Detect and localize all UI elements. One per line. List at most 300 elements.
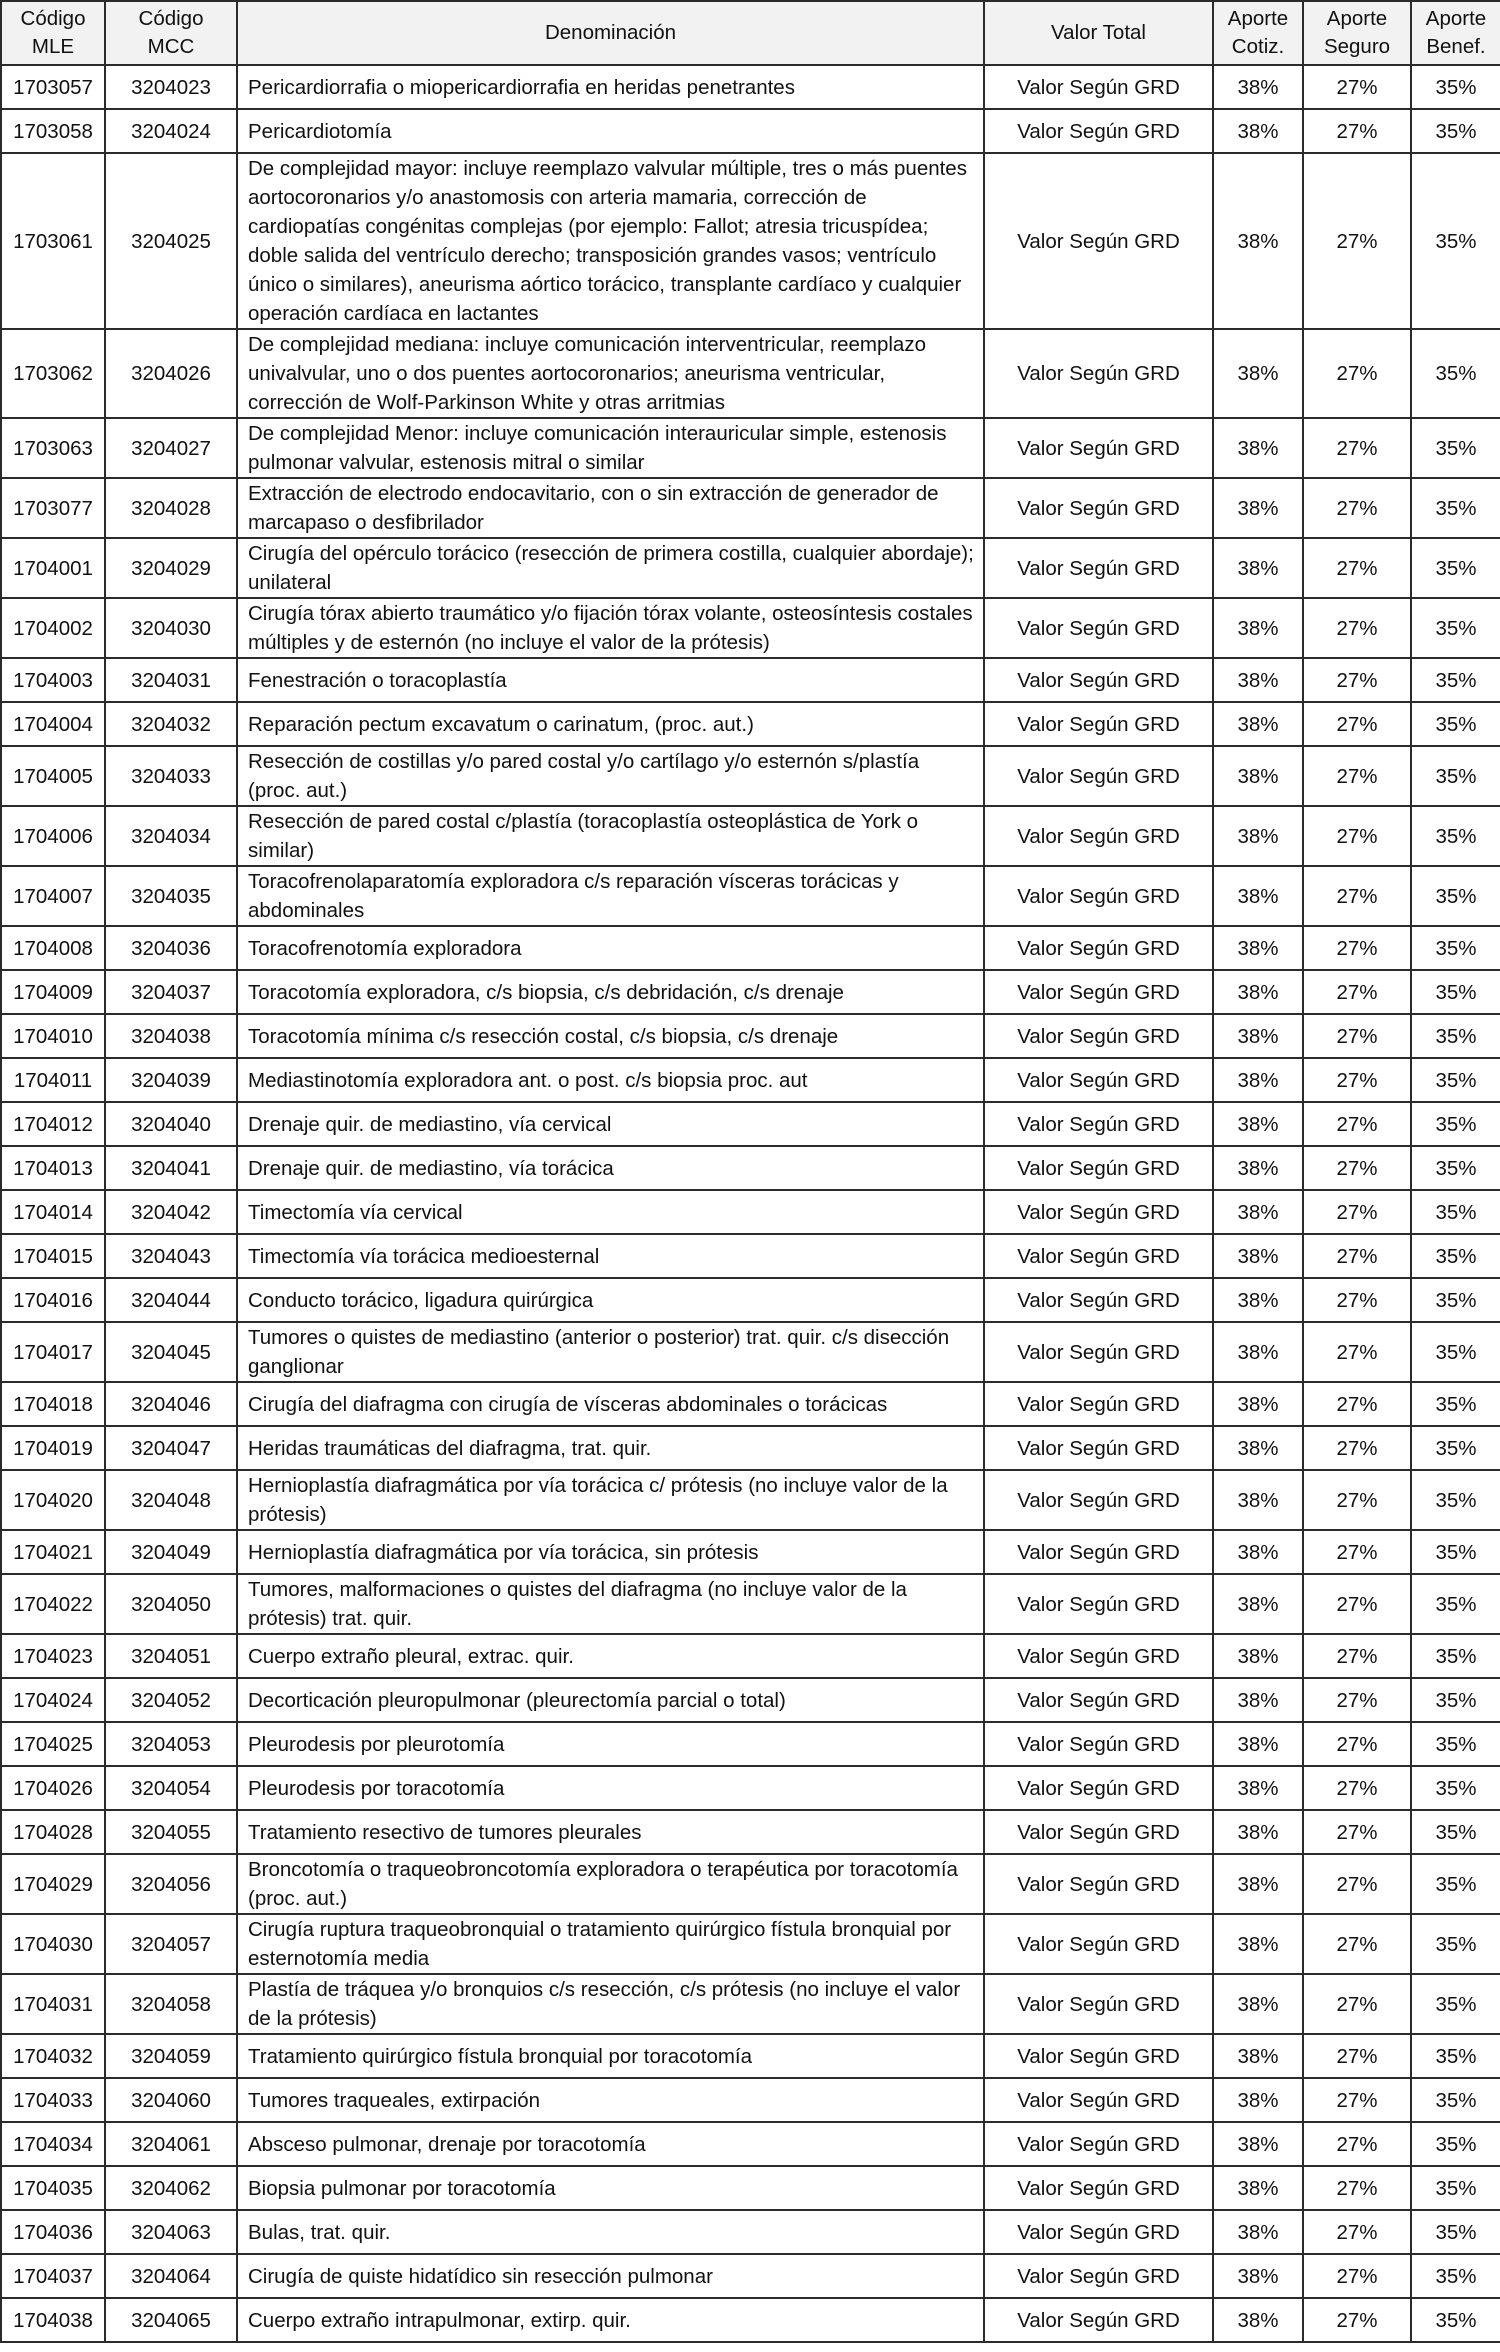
cell-codigo-mle: 1703061 bbox=[1, 153, 105, 329]
cell-aporte-seguro: 27% bbox=[1303, 1722, 1411, 1766]
cell-codigo-mle: 1704028 bbox=[1, 1810, 105, 1854]
cell-aporte-seguro: 27% bbox=[1303, 478, 1411, 538]
table-row bbox=[1, 1914, 1500, 1974]
cell-valor-total: Valor Según GRD bbox=[984, 1426, 1213, 1470]
cell-denominacion: Mediastinotomía exploradora ant. o post. c/s biopsia proc. aut bbox=[237, 1058, 984, 1102]
cell-aporte-cotiz: 38% bbox=[1213, 1058, 1303, 1102]
table-header bbox=[1, 1, 1500, 65]
cell-valor-total: Valor Según GRD bbox=[984, 2122, 1213, 2166]
cell-codigo-mle: 1704002 bbox=[1, 598, 105, 658]
cell-denominacion: Hernioplastía diafragmática por vía torácica, sin prótesis bbox=[237, 1530, 984, 1574]
cell-codigo-mle: 1704022 bbox=[1, 1574, 105, 1634]
table-row bbox=[1, 1426, 1500, 1470]
cell-denominacion: Drenaje quir. de mediastino, vía torácica bbox=[237, 1146, 984, 1190]
cell-codigo-mle: 1704018 bbox=[1, 1382, 105, 1426]
cell-codigo-mle: 1704030 bbox=[1, 1914, 105, 1974]
cell-codigo-mcc: 3204064 bbox=[105, 2254, 237, 2298]
cell-aporte-seguro: 27% bbox=[1303, 65, 1411, 109]
cell-aporte-seguro: 27% bbox=[1303, 866, 1411, 926]
cell-codigo-mcc: 3204055 bbox=[105, 1810, 237, 1854]
cell-denominacion: Biopsia pulmonar por toracotomía bbox=[237, 2166, 984, 2210]
cell-codigo-mle: 1704020 bbox=[1, 1470, 105, 1530]
cell-aporte-seguro: 27% bbox=[1303, 1426, 1411, 1470]
cell-aporte-seguro: 27% bbox=[1303, 1382, 1411, 1426]
cell-valor-total: Valor Según GRD bbox=[984, 418, 1213, 478]
cell-aporte-cotiz: 38% bbox=[1213, 2254, 1303, 2298]
cell-aporte-seguro: 27% bbox=[1303, 2298, 1411, 2342]
cell-valor-total: Valor Según GRD bbox=[984, 658, 1213, 702]
cell-denominacion: Cirugía de quiste hidatídico sin resección pulmonar bbox=[237, 2254, 984, 2298]
cell-aporte-cotiz: 38% bbox=[1213, 2298, 1303, 2342]
cell-valor-total: Valor Según GRD bbox=[984, 1530, 1213, 1574]
cell-codigo-mle: 1703057 bbox=[1, 65, 105, 109]
table-row bbox=[1, 2254, 1500, 2298]
cell-valor-total: Valor Según GRD bbox=[984, 1382, 1213, 1426]
cell-denominacion: Toracofrenolaparatomía exploradora c/s reparación vísceras torácicas y abdominales bbox=[237, 866, 984, 926]
cell-aporte-cotiz: 38% bbox=[1213, 1426, 1303, 1470]
cell-codigo-mle: 1704013 bbox=[1, 1146, 105, 1190]
cell-aporte-seguro: 27% bbox=[1303, 1058, 1411, 1102]
cell-codigo-mle: 1704006 bbox=[1, 806, 105, 866]
cell-denominacion: Resección de costillas y/o pared costal y/o cartílago y/o esternón s/plastía (proc. aut.) bbox=[237, 746, 984, 806]
cell-valor-total: Valor Según GRD bbox=[984, 1854, 1213, 1914]
cell-denominacion: Cirugía tórax abierto traumático y/o fijación tórax volante, osteosíntesis costales múltiples y de esternón (no incluye el valor de la prótesis) bbox=[237, 598, 984, 658]
header-aporte-benef bbox=[1411, 1, 1500, 65]
cell-aporte-cotiz: 38% bbox=[1213, 1322, 1303, 1382]
cell-codigo-mcc: 3204046 bbox=[105, 1382, 237, 1426]
cell-codigo-mle: 1704019 bbox=[1, 1426, 105, 1470]
cell-aporte-seguro: 27% bbox=[1303, 2078, 1411, 2122]
cell-valor-total: Valor Según GRD bbox=[984, 1678, 1213, 1722]
cell-codigo-mle: 1704017 bbox=[1, 1322, 105, 1382]
cell-aporte-benef: 35% bbox=[1411, 478, 1500, 538]
header-codigo-mle bbox=[1, 1, 105, 65]
table-row bbox=[1, 1058, 1500, 1102]
cell-aporte-seguro: 27% bbox=[1303, 418, 1411, 478]
table-row bbox=[1, 1974, 1500, 2034]
header-aporte-cotiz bbox=[1213, 1, 1303, 65]
cell-denominacion: Toracotomía mínima c/s resección costal, c/s biopsia, c/s drenaje bbox=[237, 1014, 984, 1058]
cell-valor-total: Valor Según GRD bbox=[984, 1058, 1213, 1102]
cell-aporte-cotiz: 38% bbox=[1213, 478, 1303, 538]
cell-aporte-benef: 35% bbox=[1411, 2210, 1500, 2254]
cell-codigo-mcc: 3204033 bbox=[105, 746, 237, 806]
table-row bbox=[1, 2166, 1500, 2210]
table-row bbox=[1, 1102, 1500, 1146]
header-line: Aporte bbox=[1425, 7, 1487, 30]
cell-aporte-cotiz: 38% bbox=[1213, 598, 1303, 658]
table-row bbox=[1, 2078, 1500, 2122]
cell-aporte-seguro: 27% bbox=[1303, 1854, 1411, 1914]
table-row bbox=[1, 153, 1500, 329]
cell-denominacion: Tumores traqueales, extirpación bbox=[237, 2078, 984, 2122]
cell-codigo-mle: 1704037 bbox=[1, 2254, 105, 2298]
cell-codigo-mcc: 3204054 bbox=[105, 1766, 237, 1810]
cell-valor-total: Valor Según GRD bbox=[984, 2078, 1213, 2122]
cell-aporte-seguro: 27% bbox=[1303, 1974, 1411, 2034]
cell-denominacion: Toracotomía exploradora, c/s biopsia, c/s debridación, c/s drenaje bbox=[237, 970, 984, 1014]
cell-valor-total: Valor Según GRD bbox=[984, 598, 1213, 658]
cell-aporte-benef: 35% bbox=[1411, 1914, 1500, 1974]
cell-aporte-benef: 35% bbox=[1411, 970, 1500, 1014]
cell-valor-total: Valor Según GRD bbox=[984, 1722, 1213, 1766]
cell-aporte-benef: 35% bbox=[1411, 926, 1500, 970]
cell-aporte-benef: 35% bbox=[1411, 65, 1500, 109]
cell-aporte-benef: 35% bbox=[1411, 702, 1500, 746]
cell-aporte-benef: 35% bbox=[1411, 1574, 1500, 1634]
cell-aporte-seguro: 27% bbox=[1303, 1678, 1411, 1722]
cell-codigo-mle: 1704012 bbox=[1, 1102, 105, 1146]
cell-denominacion: Pericardiorrafia o miopericardiorrafia en heridas penetrantes bbox=[237, 65, 984, 109]
cell-codigo-mcc: 3204044 bbox=[105, 1278, 237, 1322]
cell-codigo-mcc: 3204034 bbox=[105, 806, 237, 866]
cell-codigo-mcc: 3204029 bbox=[105, 538, 237, 598]
table-row bbox=[1, 478, 1500, 538]
cell-denominacion: Heridas traumáticas del diafragma, trat. quir. bbox=[237, 1426, 984, 1470]
table-row bbox=[1, 2298, 1500, 2342]
cell-codigo-mcc: 3204028 bbox=[105, 478, 237, 538]
header-line: Seguro bbox=[1323, 35, 1391, 58]
cell-aporte-seguro: 27% bbox=[1303, 1574, 1411, 1634]
table-row bbox=[1, 1574, 1500, 1634]
table-row bbox=[1, 1470, 1500, 1530]
cell-aporte-cotiz: 38% bbox=[1213, 970, 1303, 1014]
cell-aporte-seguro: 27% bbox=[1303, 970, 1411, 1014]
cell-aporte-benef: 35% bbox=[1411, 1426, 1500, 1470]
cell-aporte-seguro: 27% bbox=[1303, 2210, 1411, 2254]
table-row bbox=[1, 1190, 1500, 1234]
cell-aporte-benef: 35% bbox=[1411, 418, 1500, 478]
table-row bbox=[1, 926, 1500, 970]
table-row bbox=[1, 1722, 1500, 1766]
cell-denominacion: De complejidad Menor: incluye comunicación interauricular simple, estenosis pulmonar valvular, estenosis mitral o similar bbox=[237, 418, 984, 478]
cell-valor-total: Valor Según GRD bbox=[984, 329, 1213, 418]
cell-valor-total: Valor Según GRD bbox=[984, 746, 1213, 806]
cell-denominacion: Absceso pulmonar, drenaje por toracotomía bbox=[237, 2122, 984, 2166]
cell-codigo-mle: 1704025 bbox=[1, 1722, 105, 1766]
cell-denominacion: De complejidad mayor: incluye reemplazo valvular múltiple, tres o más puentes aortocoronarios y/o anastomosis con arteria mamaria, corrección de cardiopatías congénitas complejas (por ejemplo: Fallot; atresia tricuspídea; doble salida del ventrículo derecho; transposición grandes vasos; ventrículo único o similares), aneurisma aórtico torácico, transplante cardíaco y cualquier operación cardíaca en lactantes bbox=[237, 153, 984, 329]
cell-aporte-cotiz: 38% bbox=[1213, 1102, 1303, 1146]
cell-aporte-benef: 35% bbox=[1411, 1470, 1500, 1530]
cell-aporte-benef: 35% bbox=[1411, 2298, 1500, 2342]
cell-codigo-mle: 1704026 bbox=[1, 1766, 105, 1810]
cell-codigo-mcc: 3204040 bbox=[105, 1102, 237, 1146]
cell-valor-total: Valor Según GRD bbox=[984, 2034, 1213, 2078]
cell-aporte-cotiz: 38% bbox=[1213, 806, 1303, 866]
cell-aporte-benef: 35% bbox=[1411, 1014, 1500, 1058]
cell-codigo-mcc: 3204062 bbox=[105, 2166, 237, 2210]
cell-codigo-mcc: 3204063 bbox=[105, 2210, 237, 2254]
table-row bbox=[1, 1810, 1500, 1854]
cell-denominacion: Bulas, trat. quir. bbox=[237, 2210, 984, 2254]
header-line: MLE bbox=[31, 35, 75, 58]
cell-codigo-mcc: 3204042 bbox=[105, 1190, 237, 1234]
cell-aporte-cotiz: 38% bbox=[1213, 109, 1303, 153]
cell-valor-total: Valor Según GRD bbox=[984, 1190, 1213, 1234]
table-row bbox=[1, 2210, 1500, 2254]
cell-codigo-mcc: 3204025 bbox=[105, 153, 237, 329]
cell-codigo-mcc: 3204023 bbox=[105, 65, 237, 109]
cell-codigo-mle: 1704008 bbox=[1, 926, 105, 970]
cell-aporte-cotiz: 38% bbox=[1213, 418, 1303, 478]
table-row bbox=[1, 1382, 1500, 1426]
cell-denominacion: Timectomía vía cervical bbox=[237, 1190, 984, 1234]
cell-codigo-mcc: 3204058 bbox=[105, 1974, 237, 2034]
cell-aporte-seguro: 27% bbox=[1303, 598, 1411, 658]
cell-denominacion: Tratamiento quirúrgico fístula bronquial por toracotomía bbox=[237, 2034, 984, 2078]
cell-aporte-benef: 35% bbox=[1411, 1102, 1500, 1146]
cell-aporte-cotiz: 38% bbox=[1213, 658, 1303, 702]
cell-denominacion: Decorticación pleuropulmonar (pleurectomía parcial o total) bbox=[237, 1678, 984, 1722]
cell-denominacion: Pericardiotomía bbox=[237, 109, 984, 153]
cell-aporte-cotiz: 38% bbox=[1213, 1470, 1303, 1530]
cell-aporte-cotiz: 38% bbox=[1213, 1914, 1303, 1974]
cell-codigo-mcc: 3204037 bbox=[105, 970, 237, 1014]
header-line: Aporte bbox=[1326, 7, 1388, 30]
cell-codigo-mcc: 3204039 bbox=[105, 1058, 237, 1102]
cell-codigo-mle: 1704004 bbox=[1, 702, 105, 746]
cell-aporte-seguro: 27% bbox=[1303, 1810, 1411, 1854]
cell-codigo-mle: 1704005 bbox=[1, 746, 105, 806]
cell-denominacion: Plastía de tráquea y/o bronquios c/s resección, c/s prótesis (no incluye el valor de la prótesis) bbox=[237, 1974, 984, 2034]
table-row bbox=[1, 2034, 1500, 2078]
cell-aporte-benef: 35% bbox=[1411, 866, 1500, 926]
table-row bbox=[1, 1146, 1500, 1190]
cell-valor-total: Valor Según GRD bbox=[984, 702, 1213, 746]
cell-aporte-cotiz: 38% bbox=[1213, 1574, 1303, 1634]
cell-aporte-benef: 35% bbox=[1411, 329, 1500, 418]
table-row bbox=[1, 806, 1500, 866]
header-line: Código bbox=[138, 7, 204, 30]
cell-aporte-seguro: 27% bbox=[1303, 2166, 1411, 2210]
table-row bbox=[1, 2122, 1500, 2166]
cell-aporte-benef: 35% bbox=[1411, 2254, 1500, 2298]
cell-aporte-seguro: 27% bbox=[1303, 538, 1411, 598]
cell-aporte-cotiz: 38% bbox=[1213, 1766, 1303, 1810]
table-row bbox=[1, 970, 1500, 1014]
cell-valor-total: Valor Según GRD bbox=[984, 926, 1213, 970]
cell-aporte-seguro: 27% bbox=[1303, 658, 1411, 702]
cell-denominacion: Tumores o quistes de mediastino (anterior o posterior) trat. quir. c/s disección ganglionar bbox=[237, 1322, 984, 1382]
cell-codigo-mcc: 3204026 bbox=[105, 329, 237, 418]
cell-aporte-seguro: 27% bbox=[1303, 329, 1411, 418]
cell-aporte-cotiz: 38% bbox=[1213, 1382, 1303, 1426]
cell-codigo-mcc: 3204038 bbox=[105, 1014, 237, 1058]
cell-denominacion: Conducto torácico, ligadura quirúrgica bbox=[237, 1278, 984, 1322]
cell-denominacion: Cuerpo extraño pleural, extrac. quir. bbox=[237, 1634, 984, 1678]
cell-valor-total: Valor Según GRD bbox=[984, 1014, 1213, 1058]
cell-aporte-cotiz: 38% bbox=[1213, 1722, 1303, 1766]
cell-aporte-benef: 35% bbox=[1411, 2034, 1500, 2078]
cell-codigo-mcc: 3204048 bbox=[105, 1470, 237, 1530]
cell-codigo-mcc: 3204047 bbox=[105, 1426, 237, 1470]
cell-aporte-seguro: 27% bbox=[1303, 2122, 1411, 2166]
cell-aporte-seguro: 27% bbox=[1303, 109, 1411, 153]
cell-codigo-mle: 1703058 bbox=[1, 109, 105, 153]
cell-valor-total: Valor Según GRD bbox=[984, 2166, 1213, 2210]
cell-valor-total: Valor Según GRD bbox=[984, 153, 1213, 329]
table-row bbox=[1, 866, 1500, 926]
cell-codigo-mle: 1704034 bbox=[1, 2122, 105, 2166]
cell-codigo-mle: 1704021 bbox=[1, 1530, 105, 1574]
cell-codigo-mle: 1703062 bbox=[1, 329, 105, 418]
cell-denominacion: Cirugía del opérculo torácico (resección de primera costilla, cualquier abordaje); unilateral bbox=[237, 538, 984, 598]
cell-codigo-mcc: 3204065 bbox=[105, 2298, 237, 2342]
cell-aporte-benef: 35% bbox=[1411, 1678, 1500, 1722]
cell-aporte-seguro: 27% bbox=[1303, 1766, 1411, 1810]
header-aporte-seguro bbox=[1303, 1, 1411, 65]
cell-valor-total: Valor Según GRD bbox=[984, 1102, 1213, 1146]
cell-aporte-benef: 35% bbox=[1411, 2122, 1500, 2166]
cell-aporte-cotiz: 38% bbox=[1213, 329, 1303, 418]
cell-codigo-mle: 1704016 bbox=[1, 1278, 105, 1322]
cell-valor-total: Valor Según GRD bbox=[984, 1146, 1213, 1190]
cell-aporte-benef: 35% bbox=[1411, 1146, 1500, 1190]
cell-aporte-cotiz: 38% bbox=[1213, 1014, 1303, 1058]
cell-codigo-mle: 1704023 bbox=[1, 1634, 105, 1678]
cell-aporte-cotiz: 38% bbox=[1213, 1974, 1303, 2034]
cell-codigo-mcc: 3204059 bbox=[105, 2034, 237, 2078]
cell-valor-total: Valor Según GRD bbox=[984, 2298, 1213, 2342]
cell-codigo-mcc: 3204057 bbox=[105, 1914, 237, 1974]
header-valor-total: Valor Total bbox=[984, 1, 1213, 65]
cell-codigo-mcc: 3204049 bbox=[105, 1530, 237, 1574]
table-row bbox=[1, 1854, 1500, 1914]
cell-codigo-mcc: 3204032 bbox=[105, 702, 237, 746]
cell-codigo-mle: 1704035 bbox=[1, 2166, 105, 2210]
cell-aporte-cotiz: 38% bbox=[1213, 2210, 1303, 2254]
cell-codigo-mcc: 3204051 bbox=[105, 1634, 237, 1678]
cell-denominacion: Tumores, malformaciones o quistes del diafragma (no incluye valor de la prótesis) trat. quir. bbox=[237, 1574, 984, 1634]
cell-aporte-seguro: 27% bbox=[1303, 153, 1411, 329]
cell-codigo-mcc: 3204050 bbox=[105, 1574, 237, 1634]
cell-valor-total: Valor Según GRD bbox=[984, 866, 1213, 926]
cell-aporte-seguro: 27% bbox=[1303, 806, 1411, 866]
table-row bbox=[1, 658, 1500, 702]
cell-aporte-benef: 35% bbox=[1411, 658, 1500, 702]
cell-aporte-seguro: 27% bbox=[1303, 1530, 1411, 1574]
cell-aporte-cotiz: 38% bbox=[1213, 2122, 1303, 2166]
cell-aporte-benef: 35% bbox=[1411, 746, 1500, 806]
cell-valor-total: Valor Según GRD bbox=[984, 1974, 1213, 2034]
table-row bbox=[1, 1014, 1500, 1058]
cell-aporte-cotiz: 38% bbox=[1213, 866, 1303, 926]
cell-valor-total: Valor Según GRD bbox=[984, 1914, 1213, 1974]
cell-codigo-mle: 1704010 bbox=[1, 1014, 105, 1058]
cell-aporte-benef: 35% bbox=[1411, 806, 1500, 866]
cell-aporte-seguro: 27% bbox=[1303, 2034, 1411, 2078]
cell-denominacion: Cuerpo extraño intrapulmonar, extirp. quir. bbox=[237, 2298, 984, 2342]
cell-aporte-cotiz: 38% bbox=[1213, 1634, 1303, 1678]
cell-codigo-mle: 1704015 bbox=[1, 1234, 105, 1278]
header-codigo-mcc bbox=[105, 1, 237, 65]
cell-aporte-cotiz: 38% bbox=[1213, 1530, 1303, 1574]
table-row bbox=[1, 598, 1500, 658]
cell-codigo-mcc: 3204036 bbox=[105, 926, 237, 970]
table-row bbox=[1, 1278, 1500, 1322]
table-row bbox=[1, 538, 1500, 598]
cell-codigo-mcc: 3204043 bbox=[105, 1234, 237, 1278]
cell-codigo-mcc: 3204060 bbox=[105, 2078, 237, 2122]
cell-valor-total: Valor Según GRD bbox=[984, 1278, 1213, 1322]
cell-aporte-seguro: 27% bbox=[1303, 1014, 1411, 1058]
cell-valor-total: Valor Según GRD bbox=[984, 109, 1213, 153]
cell-aporte-cotiz: 38% bbox=[1213, 2078, 1303, 2122]
cell-aporte-benef: 35% bbox=[1411, 109, 1500, 153]
cell-codigo-mle: 1704011 bbox=[1, 1058, 105, 1102]
cell-aporte-cotiz: 38% bbox=[1213, 1234, 1303, 1278]
cell-valor-total: Valor Según GRD bbox=[984, 970, 1213, 1014]
cell-denominacion: Fenestración o toracoplastía bbox=[237, 658, 984, 702]
cell-denominacion: Resección de pared costal c/plastía (toracoplastía osteoplástica de York o similar) bbox=[237, 806, 984, 866]
table-row bbox=[1, 109, 1500, 153]
cell-codigo-mcc: 3204052 bbox=[105, 1678, 237, 1722]
table-row bbox=[1, 1634, 1500, 1678]
cell-aporte-cotiz: 38% bbox=[1213, 153, 1303, 329]
cell-aporte-cotiz: 38% bbox=[1213, 2166, 1303, 2210]
cell-aporte-seguro: 27% bbox=[1303, 1102, 1411, 1146]
cell-codigo-mcc: 3204045 bbox=[105, 1322, 237, 1382]
cell-aporte-benef: 35% bbox=[1411, 1322, 1500, 1382]
cell-denominacion: Toracofrenotomía exploradora bbox=[237, 926, 984, 970]
cell-aporte-benef: 35% bbox=[1411, 153, 1500, 329]
cell-aporte-benef: 35% bbox=[1411, 2078, 1500, 2122]
cell-denominacion: Drenaje quir. de mediastino, vía cervical bbox=[237, 1102, 984, 1146]
cell-aporte-seguro: 27% bbox=[1303, 746, 1411, 806]
cell-aporte-cotiz: 38% bbox=[1213, 2034, 1303, 2078]
cell-codigo-mle: 1703063 bbox=[1, 418, 105, 478]
cell-aporte-benef: 35% bbox=[1411, 1058, 1500, 1102]
cell-codigo-mcc: 3204031 bbox=[105, 658, 237, 702]
cell-valor-total: Valor Según GRD bbox=[984, 1574, 1213, 1634]
table-row bbox=[1, 65, 1500, 109]
cell-codigo-mcc: 3204041 bbox=[105, 1146, 237, 1190]
cell-aporte-benef: 35% bbox=[1411, 1278, 1500, 1322]
cell-aporte-benef: 35% bbox=[1411, 538, 1500, 598]
cell-codigo-mle: 1704032 bbox=[1, 2034, 105, 2078]
table-body bbox=[1, 65, 1500, 2342]
cell-aporte-seguro: 27% bbox=[1303, 1914, 1411, 1974]
cell-valor-total: Valor Según GRD bbox=[984, 1634, 1213, 1678]
cell-aporte-seguro: 27% bbox=[1303, 702, 1411, 746]
table-row bbox=[1, 1766, 1500, 1810]
cell-denominacion: Tratamiento resectivo de tumores pleurales bbox=[237, 1810, 984, 1854]
table-row bbox=[1, 418, 1500, 478]
cell-valor-total: Valor Según GRD bbox=[984, 478, 1213, 538]
cell-aporte-benef: 35% bbox=[1411, 1974, 1500, 2034]
table-row bbox=[1, 1322, 1500, 1382]
cell-aporte-cotiz: 38% bbox=[1213, 1678, 1303, 1722]
header-line: Benef. bbox=[1426, 35, 1486, 58]
table-row bbox=[1, 746, 1500, 806]
cell-codigo-mle: 1704014 bbox=[1, 1190, 105, 1234]
cell-aporte-cotiz: 38% bbox=[1213, 538, 1303, 598]
cell-aporte-seguro: 27% bbox=[1303, 1234, 1411, 1278]
cell-codigo-mle: 1704036 bbox=[1, 2210, 105, 2254]
cell-aporte-seguro: 27% bbox=[1303, 1322, 1411, 1382]
cell-codigo-mcc: 3204030 bbox=[105, 598, 237, 658]
cell-codigo-mle: 1704007 bbox=[1, 866, 105, 926]
table-row bbox=[1, 1530, 1500, 1574]
cell-aporte-cotiz: 38% bbox=[1213, 1190, 1303, 1234]
cell-valor-total: Valor Según GRD bbox=[984, 2210, 1213, 2254]
header-line: Aporte bbox=[1227, 7, 1289, 30]
cell-aporte-cotiz: 38% bbox=[1213, 1810, 1303, 1854]
cell-denominacion: Cirugía ruptura traqueobronquial o tratamiento quirúrgico fístula bronquial por esternotomía media bbox=[237, 1914, 984, 1974]
table-row bbox=[1, 702, 1500, 746]
cell-aporte-benef: 35% bbox=[1411, 1190, 1500, 1234]
cell-codigo-mle: 1704033 bbox=[1, 2078, 105, 2122]
